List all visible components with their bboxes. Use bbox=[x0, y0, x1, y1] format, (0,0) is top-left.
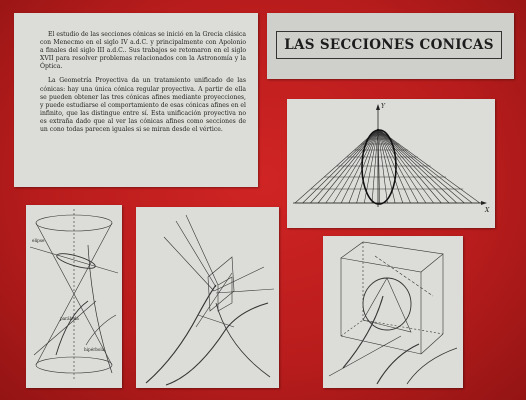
cone-figure bbox=[26, 205, 122, 388]
x-axis-label: X bbox=[485, 207, 490, 214]
perspective-grid-figure bbox=[287, 99, 495, 228]
title-sheet bbox=[267, 13, 514, 79]
y-arrow-icon bbox=[376, 104, 380, 110]
y-axis-label: Y bbox=[381, 103, 385, 110]
perspective-grid-sheet bbox=[287, 99, 495, 228]
parabola-label: parábola bbox=[60, 316, 79, 321]
ellipse-label: elipse bbox=[32, 238, 45, 243]
x-arrow-icon bbox=[481, 201, 487, 205]
paragraph-2: La Geometría Proyectiva da un tratamiento unificado de las cónicas: hay una única cónica regular proyectiva. A partir de ella se pueden obtener las tres cónicas afines mediante proyecciones, y puede estudiarse el comportamiento de esas cónicas afines en el infinito, que las distingue entre sí. Esta unificación proyectiva no es extraña dado que al ver las cónicas afines como secciones de un cono todas parecen iguales si se miran desde el vértice. bbox=[40, 77, 246, 134]
paragraph-1: El estudio de las secciones cónicas se inició en la Grecia clásica con Menecmo en el siglo IV a.d.C. y principalmente con Apolonio a finales del siglo III a.d.C.. Sus trabajos se retomaron en el siglo XVII para resolver problemas relacionados con la Astronomía y la Óptica. bbox=[40, 31, 246, 71]
page-title: LAS SECCIONES CONICAS bbox=[284, 37, 494, 53]
text-sheet bbox=[14, 13, 258, 187]
title-box bbox=[276, 31, 502, 59]
hyperbola-projection-sheet bbox=[136, 207, 279, 388]
cone-sections-sheet bbox=[26, 205, 122, 388]
prism-sections-sheet bbox=[323, 236, 463, 388]
text-body bbox=[40, 31, 246, 140]
hyperbola-figure bbox=[136, 207, 279, 388]
hyperbola-label: hipérbola bbox=[84, 347, 105, 352]
prism-figure bbox=[323, 236, 463, 388]
